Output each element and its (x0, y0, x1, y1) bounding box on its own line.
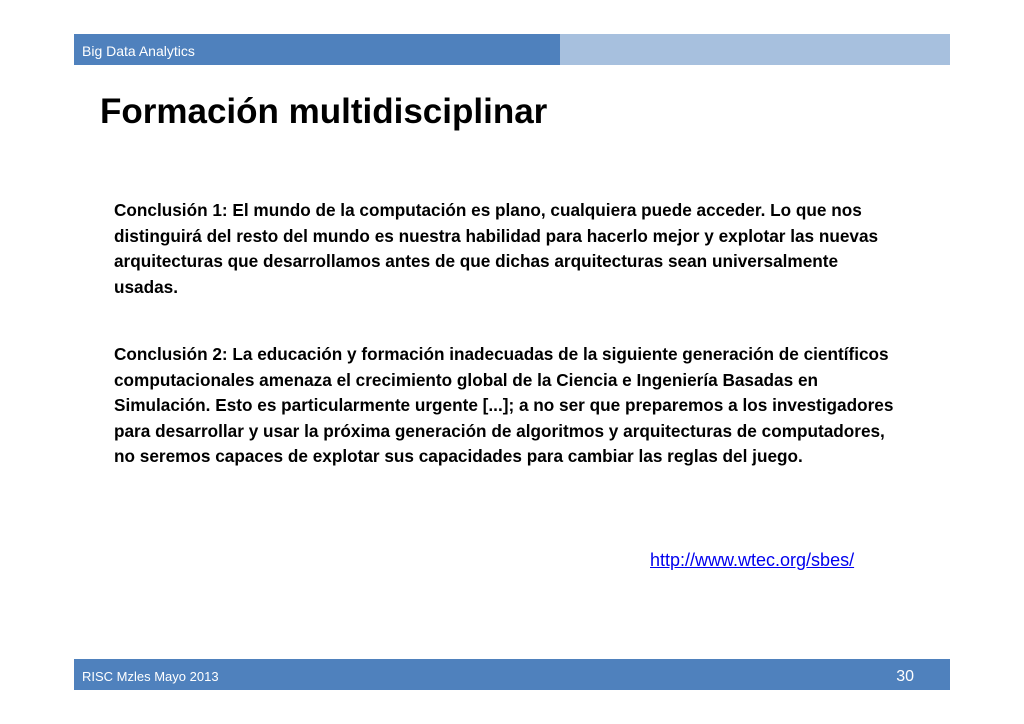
conclusion-1-paragraph: Conclusión 1: El mundo de la computación es plano, cualquiera puede acceder. Lo que nos distinguirá del resto del mundo es nuestra habilidad para hacerlo mejor y explotar las nuevas arquitecturas que desarrollamos antes de que dichas arquitecturas sean universalmente usadas. (114, 200, 879, 297)
header-bar-light (560, 34, 950, 65)
header-title: Big Data Analytics (82, 43, 195, 59)
slide-title: Formación multidisciplinar (100, 92, 548, 131)
footer-text: RISC Mzles Mayo 2013 (82, 669, 219, 684)
page-number: 30 (896, 668, 914, 685)
header-bar (74, 34, 950, 65)
header-bar-dark (74, 34, 560, 65)
footer-bar (74, 659, 950, 690)
conclusion-2-paragraph: Conclusión 2: La educación y formación inadecuadas de la siguiente generación de científicos computacionales amenaza el crecimiento global de la Ciencia e Ingeniería Basadas en Simulación. Esto es particularmente urgente [...]; a no ser que preparemos a los investigadores para desarrollar y usar la próxima generación de algoritmos y arquitecturas de computadores, no seremos capaces de explotar sus capacidades para cambiar las reglas del juego. (114, 344, 894, 466)
source-link[interactable]: http://www.wtec.org/sbes/ (650, 550, 855, 570)
